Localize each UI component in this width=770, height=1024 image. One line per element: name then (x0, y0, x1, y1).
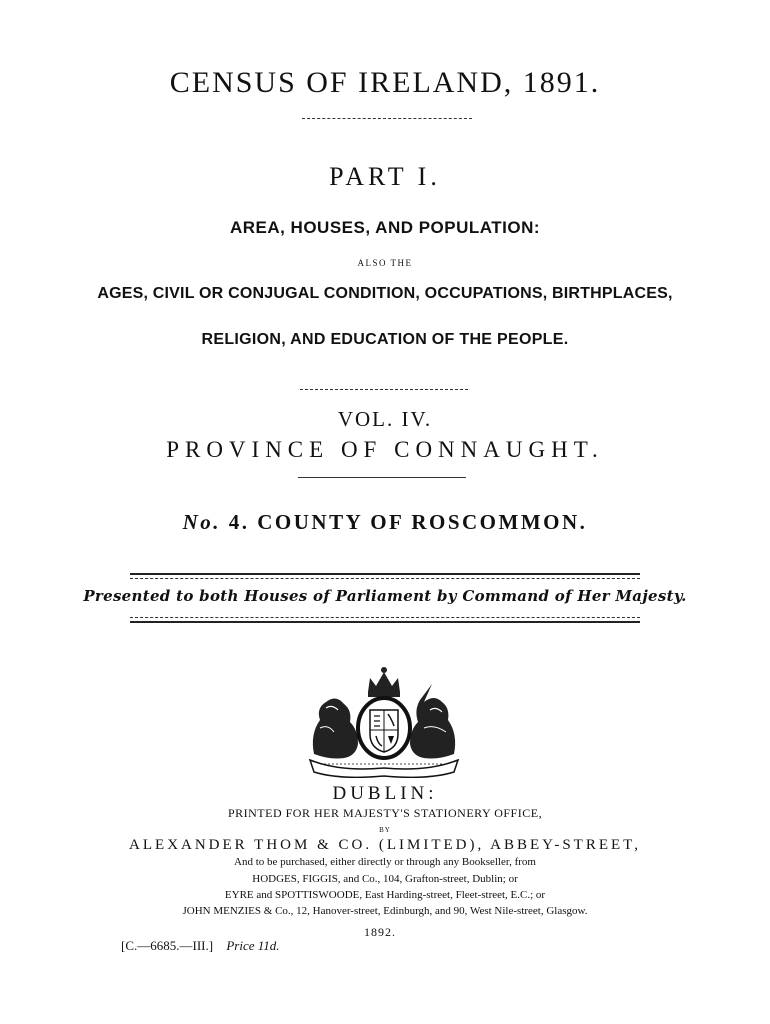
presented-line: Presented to both Houses of Parliament by Command of Her Majesty. (83, 587, 687, 605)
subtitle-line-2: AGES, CIVIL OR CONJUGAL CONDITION, OCCUPATIONS, BIRTHPLACES, (97, 285, 673, 302)
part-heading: PART I. (329, 162, 441, 191)
number: 4. (228, 510, 250, 534)
imprint-printer: ALEXANDER THOM & CO. (LIMITED), ABBEY-STREET, (129, 837, 641, 853)
imprint-by: BY (379, 826, 391, 834)
command-paper-reference (121, 938, 280, 954)
double-rule-top (130, 573, 640, 575)
double-rule-top-thin (130, 578, 640, 579)
imprint-seller-2: EYRE and SPOTTISWOODE, East Harding-street, Fleet-street, E.C.; or (224, 889, 546, 901)
volume-heading: VOL. IV. (337, 407, 433, 431)
royal-crest-icon (300, 664, 468, 778)
document-title: CENSUS OF IRELAND, 1891. (169, 66, 601, 99)
also-the: ALSO THE (357, 258, 413, 268)
divider (298, 477, 466, 478)
divider (302, 118, 472, 119)
double-rule-bottom-thin (130, 617, 640, 618)
imprint-purchase: And to be purchased, either directly or through any Bookseller, from (234, 856, 536, 868)
county-heading (0, 510, 770, 535)
imprint-seller-3: JOHN MENZIES & Co., 12, Hanover-street, Edinburgh, and 90, West Nile-street, Glasgow. (182, 905, 588, 917)
price: Price 11d. (226, 938, 280, 953)
reference-number: [C.—6685.—III.] (121, 938, 214, 953)
imprint-city: DUBLIN: (332, 783, 438, 804)
imprint-printed-for: PRINTED FOR HER MAJESTY'S STATIONERY OFFICE, (227, 806, 543, 820)
imprint-year: 1892. (364, 925, 396, 939)
county-name: COUNTY OF ROSCOMMON. (257, 510, 588, 534)
double-rule-bottom (130, 621, 640, 623)
subtitle-line-1: AREA, HOUSES, AND POPULATION: (229, 218, 541, 237)
number-prefix: No. (182, 510, 221, 534)
province-heading: PROVINCE OF CONNAUGHT. (166, 437, 604, 462)
divider (300, 389, 468, 390)
subtitle-line-3: RELIGION, AND EDUCATION OF THE PEOPLE. (201, 331, 569, 348)
imprint-seller-1: HODGES, FIGGIS, and Co., 104, Grafton-street, Dublin; or (252, 873, 518, 885)
